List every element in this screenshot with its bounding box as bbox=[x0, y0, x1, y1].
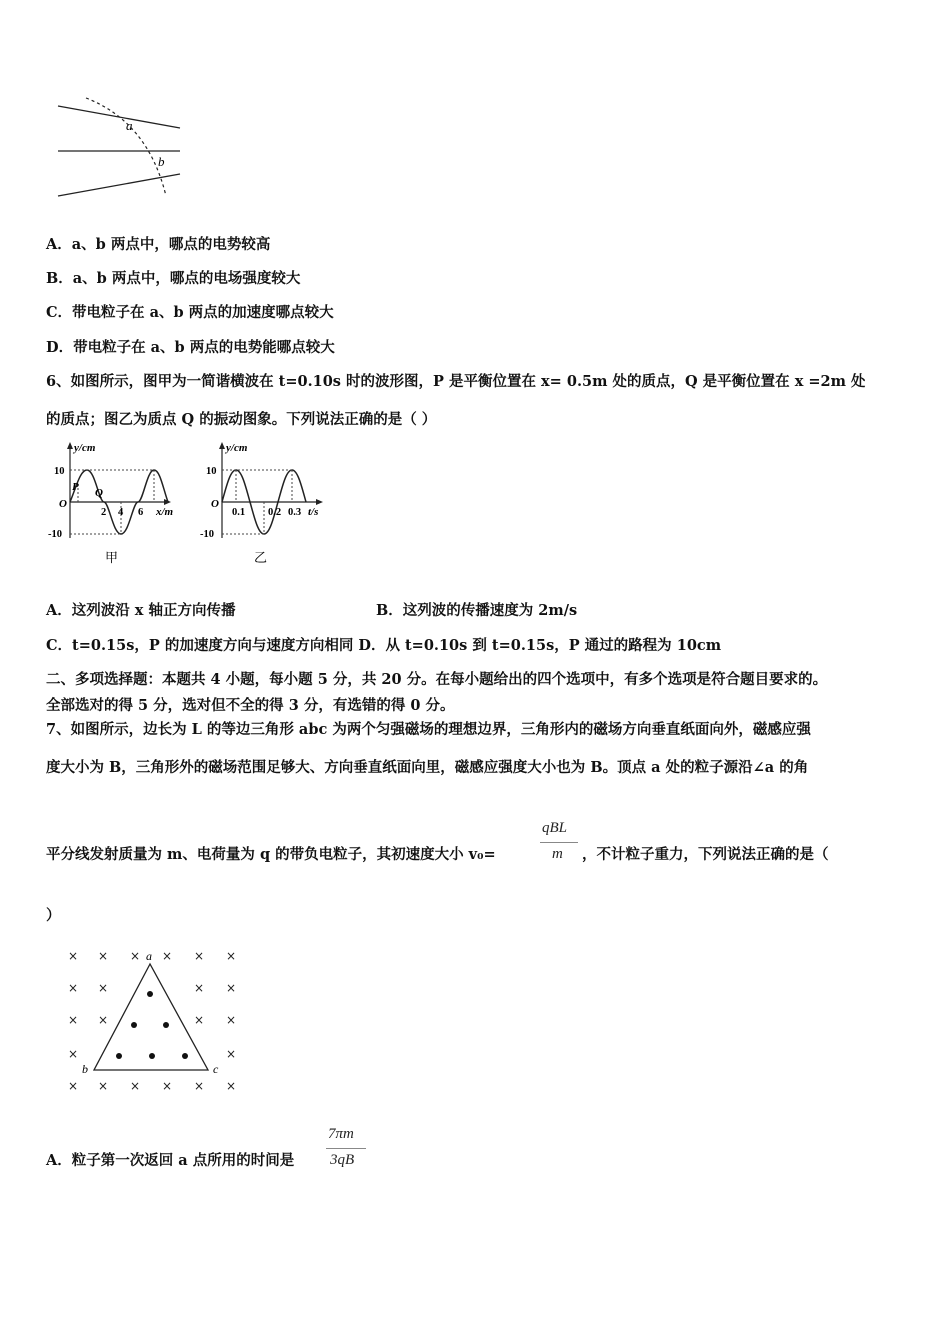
point-q-label: Q bbox=[95, 487, 103, 499]
point-p-label: P bbox=[72, 481, 79, 493]
field-cross: × bbox=[98, 949, 109, 963]
q6-stem-line1: 6、如图所示，图甲为一简谐横波在 t=0.10s 时的波形图，P 是平衡位置在 x= 0.5m 处的质点，Q 是平衡位置在 x =2m 处 bbox=[46, 373, 866, 390]
q5-option-d: D．带电粒子在 a、b 两点的电势能哪点较大 bbox=[46, 339, 335, 356]
x-axis-label: t/s bbox=[308, 506, 319, 518]
field-cross: × bbox=[68, 1047, 79, 1061]
vertex-c-label: c bbox=[213, 1062, 219, 1076]
field-cross: × bbox=[226, 949, 237, 963]
time-fraction bbox=[326, 1124, 372, 1174]
q5-option-b: B．a、b 两点中，哪点的电场强度较大 bbox=[46, 270, 301, 287]
field-dot bbox=[149, 1053, 155, 1059]
q7-stem-line1: 7、如图所示，边长为 L 的等边三角形 abc 为两个匀强磁场的理想边界，三角形内的磁场方向垂直纸面向外，磁感应强 bbox=[46, 721, 811, 738]
q5-option-c: C．带电粒子在 a、b 两点的加速度哪点较大 bbox=[46, 304, 334, 321]
y-axis-label: y/cm bbox=[74, 442, 96, 454]
field-cross: × bbox=[194, 1079, 205, 1093]
t-tick-0-1: 0.1 bbox=[232, 507, 246, 518]
field-dot bbox=[147, 991, 153, 997]
field-cross: × bbox=[98, 1013, 109, 1027]
q7-option-a: A．粒子第一次返回 a 点所用的时间是 bbox=[46, 1152, 295, 1169]
field-cross: × bbox=[98, 981, 109, 995]
point-a-label: a bbox=[126, 118, 133, 133]
field-cross: × bbox=[68, 981, 79, 995]
fraction-bar bbox=[326, 1148, 366, 1149]
field-cross: × bbox=[68, 1013, 79, 1027]
field-dot bbox=[163, 1022, 169, 1028]
section2-instructions-line1: 二、多项选择题：本题共 4 小题，每小题 5 分，共 20 分。在每小题给出的四个选项中，有多个选项是符合题目要求的。 bbox=[46, 671, 828, 688]
fraction-bar bbox=[540, 842, 578, 843]
q7-stem-line3-post: ，不计粒子重力，下列说法正确的是（ bbox=[582, 846, 829, 863]
y-tick-10: 10 bbox=[54, 466, 65, 477]
q7-stem-line3-pre: 平分线发射质量为 m、电荷量为 q 的带负电粒子，其初速度大小 v₀= bbox=[46, 846, 496, 863]
field-cross: × bbox=[162, 949, 173, 963]
q6-option-a: A．这列波沿 x 轴正方向传播 bbox=[46, 602, 236, 619]
q6-option-b: B．这列波的传播速度为 2m/s bbox=[376, 602, 578, 619]
graph-caption-yi: 乙 bbox=[254, 551, 268, 566]
field-cross: × bbox=[194, 1013, 205, 1027]
velocity-fraction bbox=[540, 818, 580, 868]
x-tick-2: 2 bbox=[101, 507, 107, 518]
q7-stem-line2: 度大小为 B，三角形外的磁场范围足够大、方向垂直纸面向里，磁感应强度大小也为 B。顶点 a 处的粒子源沿∠a 的角 bbox=[46, 759, 809, 776]
triangle-field-figure bbox=[58, 940, 250, 1098]
time-numerator: 7πm bbox=[328, 1126, 354, 1142]
field-cross: × bbox=[130, 949, 141, 963]
field-cross: × bbox=[194, 949, 205, 963]
field-dot bbox=[116, 1053, 122, 1059]
field-dot bbox=[131, 1022, 137, 1028]
velocity-denominator: m bbox=[552, 846, 563, 862]
outside-field-crosses bbox=[68, 949, 236, 1093]
origin-label: O bbox=[211, 498, 219, 510]
field-cross: × bbox=[226, 981, 237, 995]
t-tick-0-3: 0.3 bbox=[288, 507, 302, 518]
field-cross: × bbox=[194, 981, 205, 995]
field-lines-figure bbox=[50, 92, 190, 204]
equipotential-line-bottom bbox=[58, 174, 180, 196]
origin-label: O bbox=[59, 498, 67, 510]
vertex-b-label: b bbox=[82, 1062, 88, 1076]
y-axis-arrow bbox=[219, 442, 225, 449]
wave-graph-jia bbox=[44, 438, 184, 570]
y-tick-10: 10 bbox=[206, 466, 217, 477]
graph-caption-jia: 甲 bbox=[105, 551, 119, 566]
y-tick-minus-10: -10 bbox=[48, 529, 62, 540]
q6-option-c-d: C．t=0.15s，P 的加速度方向与速度方向相同 D．从 t=0.10s 到 t=0.15s，P 通过的路程为 10cm bbox=[46, 637, 722, 654]
field-cross: × bbox=[226, 1079, 237, 1093]
time-denominator: 3qB bbox=[330, 1152, 355, 1168]
q6-stem-line2: 的质点；图乙为质点 Q 的振动图象。下列说法正确的是（ ） bbox=[46, 411, 437, 428]
y-tick-minus-10: -10 bbox=[200, 529, 214, 540]
field-cross: × bbox=[226, 1047, 237, 1061]
y-axis-arrow bbox=[67, 442, 73, 449]
x-axis-label: x/m bbox=[156, 506, 174, 518]
x-axis-arrow bbox=[316, 499, 323, 505]
vertex-a-label: a bbox=[146, 949, 152, 963]
t-tick-0-2: 0.2 bbox=[268, 507, 282, 518]
section2-instructions-line2: 全部选对的得 5 分，选对但不全的得 3 分，有选错的得 0 分。 bbox=[46, 697, 455, 714]
point-b-label: b bbox=[158, 154, 165, 169]
vibration-graph-yi bbox=[196, 438, 330, 570]
field-cross: × bbox=[162, 1079, 173, 1093]
x-tick-4: 4 bbox=[118, 507, 124, 518]
x-tick-6: 6 bbox=[138, 507, 144, 518]
field-cross: × bbox=[68, 1079, 79, 1093]
q7-stem-close-paren: ） bbox=[46, 907, 61, 924]
q5-option-a: A．a、b 两点中，哪点的电势较高 bbox=[46, 236, 271, 253]
field-dot bbox=[182, 1053, 188, 1059]
velocity-numerator: qBL bbox=[542, 820, 568, 836]
field-cross: × bbox=[130, 1079, 141, 1093]
y-axis-label: y/cm bbox=[226, 442, 248, 454]
field-cross: × bbox=[68, 949, 79, 963]
field-cross: × bbox=[98, 1079, 109, 1093]
field-cross: × bbox=[226, 1013, 237, 1027]
